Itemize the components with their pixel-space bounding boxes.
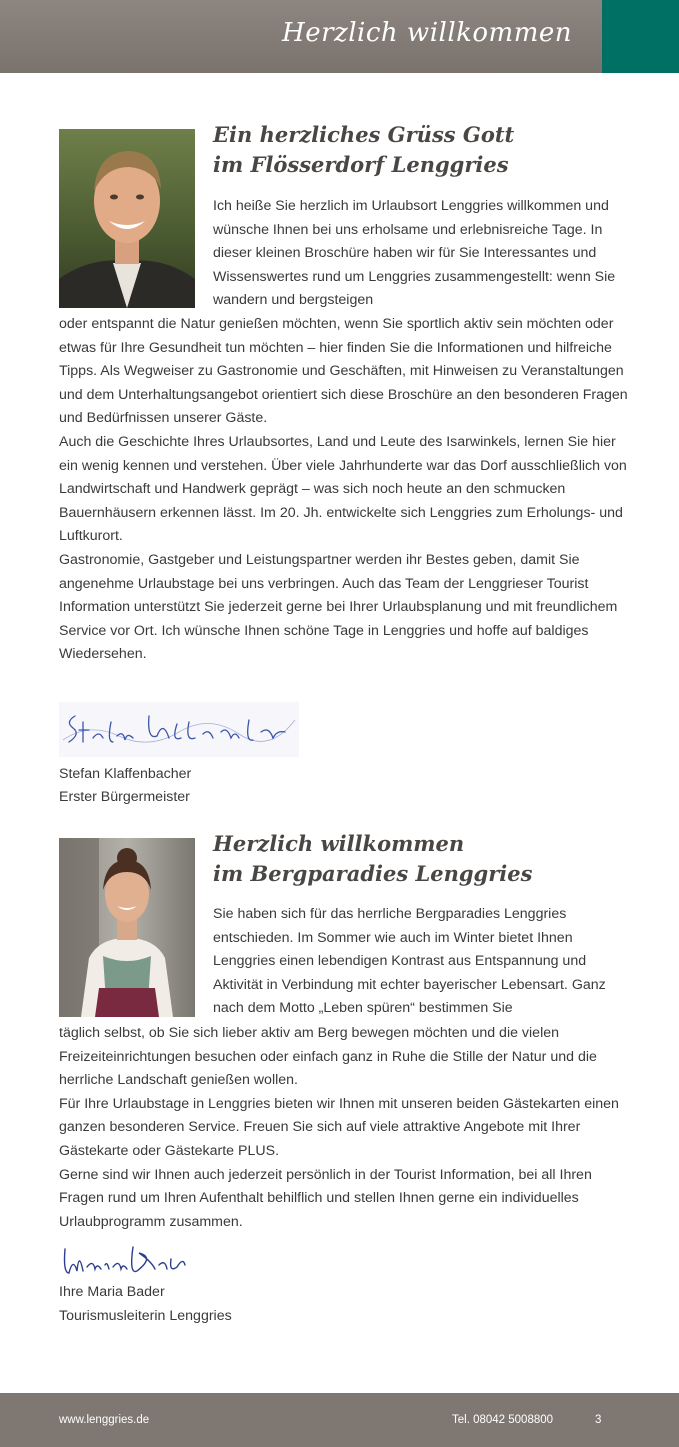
signatory-name: Ihre Maria Bader xyxy=(59,1284,165,1300)
page-header xyxy=(0,0,679,73)
signatory-name: Stefan Klaffenbacher xyxy=(59,766,192,782)
body-paragraph: Gastronomie, Gastgeber und Leistungspartner werden ihr Bestes geben, damit Sie angenehme Urlaubstage bei uns verbringen. Auch das Team der Lenggrieser Tourist Information unterstützt Sie jederzeit gerne bei Ihrer Urlaubsplanung und mit freundlichem Service vor Ort. Ich wünsche Ihnen schöne Tage in Lenggries und hoffe auf baldiges Wiedersehen. xyxy=(59,551,618,663)
section-headline-line1: Herzlich willkommen xyxy=(213,831,465,856)
body-paragraph: Für Ihre Urlaubstage in Lenggries bieten wir Ihnen mit unseren beiden Gästekarten einen ganzen besonderen Service. Freuen Sie sich auf viele attraktive Angebote mit Ihrer Gästekarte oder Gästekarte PLUS. xyxy=(59,1095,619,1159)
section-headline-line2: im Bergparadies Lenggries xyxy=(213,861,533,886)
header-title: Herzlich willkommen xyxy=(282,18,572,48)
section-intro-text: Ich heiße Sie herzlich im Urlaubsort Lenggries willkommen und wünsche Ihnen bei uns erholsame und erlebnisreiche Tage. In dieser kleinen Broschüre haben wir für Sie Interessantes und Wissenswertes rund um Lenggries zusammengestellt: wenn Sie wandern und bergsteigen xyxy=(213,198,616,309)
body-paragraph: täglich selbst, ob Sie sich lieber aktiv am Berg bewegen möchten und die vielen Freizeiteinrichtungen besuchen oder einfach ganz in Ruhe die Stille der Natur und die herrliche Landschaft genießen wollen. xyxy=(59,1025,597,1089)
body-paragraph: Auch die Geschichte Ihres Urlaubsortes, Land und Leute des Isarwinkels, lernen Sie hier ein wenig kennen und verstehen. Über viele Jahrhunderte war das Dorf ausschließlich von Landwirtschaft und Handwerk geprägt – was sich noch heute an den schmucken Bauernhäusern erkennen lässt. Im 20. Jh. entwickelte sich Lenggries zum Erholungs- und Luftkurort. xyxy=(59,433,627,545)
footer-website: www.lenggries.de xyxy=(59,1414,150,1426)
section-body xyxy=(59,1022,629,1234)
section-body xyxy=(59,313,629,667)
signatory-role: Erster Bürgermeister xyxy=(59,789,190,805)
mayor-photo xyxy=(59,129,195,308)
section-headline-line1: Ein herzliches Grüss Gott xyxy=(213,122,515,147)
footer-page-number: 3 xyxy=(595,1414,602,1426)
body-paragraph: Gerne sind wir Ihnen auch jederzeit persönlich in der Tourist Information, bei all Ihren Fragen rund um Ihren Aufenthalt behilflich und stellen Ihnen gerne ein individuelles Urlaubprogramm zusammen. xyxy=(59,1166,592,1230)
tourism-director-signature xyxy=(59,1237,189,1286)
footer-phone: Tel. 08042 5008800 xyxy=(452,1414,554,1426)
tourism-director-photo xyxy=(59,838,195,1017)
signatory-role: Tourismusleiterin Lenggries xyxy=(59,1308,232,1324)
body-paragraph: oder entspannt die Natur genießen möchten, wenn Sie sportlich aktiv sein möchten oder etwas für Ihre Gesundheit tun möchten – hier finden Sie die Informationen und hilfreiche Tipps. Als Wegweiser zu Gastronomie und Geschäften, mit Hinweisen zu Veranstaltungen und dem Unterhaltungsangebot orientiert sich diese Broschüre an den besonderen Fragen und Bedürfnissen unserer Gäste. xyxy=(59,316,628,427)
page-footer xyxy=(0,1393,679,1447)
section-headline-line2: im Flösserdorf Lenggries xyxy=(213,152,509,177)
header-accent-block xyxy=(602,0,679,73)
mayor-signature xyxy=(59,702,299,762)
section-intro-text: Sie haben sich für das herrliche Bergparadies Lenggries entschieden. Im Sommer wie auch im Winter bietet Ihnen Lenggries einen lebendigen Kontrast aus Entspannung und Aktivität in Verbindung mit echter bayerischer Lebensart. Ganz nach dem Motto „Leben spüren“ bestimmen Sie xyxy=(213,906,606,1017)
